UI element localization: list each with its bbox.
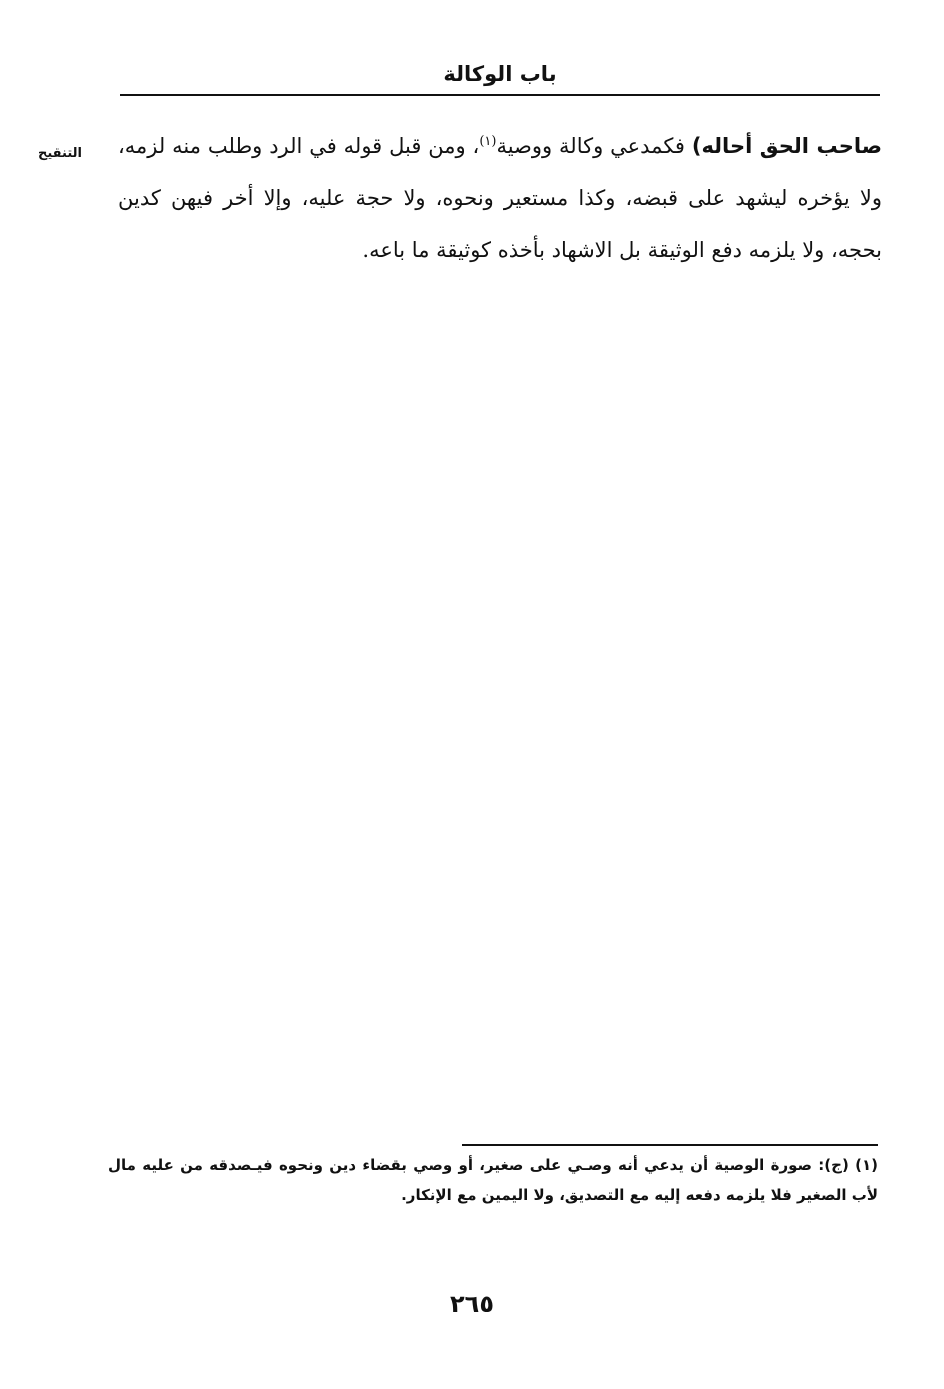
body-text-part-2: ، ومن قبل قوله في الرد وطلب منه لزمه، ولا يؤخره ليشهد على قبضه، وكذا مستعير ونحوه، ولا حجة عليه، وإلا أخر فيهن كدين بحجه، ولا يلزمه دفع الوثيقة بل الاشهاد بأخذه كوثيقة ما باعه. bbox=[118, 134, 882, 262]
body-paragraph bbox=[118, 120, 882, 276]
body-text-part-1: فكمدعي وكالة ووصية bbox=[496, 134, 692, 158]
margin-note: التنقيح bbox=[38, 146, 82, 161]
page-number: ٢٦٥ bbox=[450, 1290, 494, 1318]
bold-lead: صاحب الحق أحاله) bbox=[691, 134, 883, 158]
footnote: (١) (ج): صورة الوصية أن يدعي أنه وصـي على صغير، أو وصي بقضاء دين ونحوه فيـصدقه من عليه مال لأب الصغير فلا يلزمه دفعه إليه مع التصديق، ولا اليمين مع الإنكار. bbox=[108, 1156, 878, 1204]
footnote-reference[interactable]: (١) bbox=[479, 134, 497, 149]
footnote-rule bbox=[462, 1144, 878, 1146]
running-header: باب الوكالة bbox=[443, 62, 557, 86]
header-rule bbox=[120, 94, 880, 96]
